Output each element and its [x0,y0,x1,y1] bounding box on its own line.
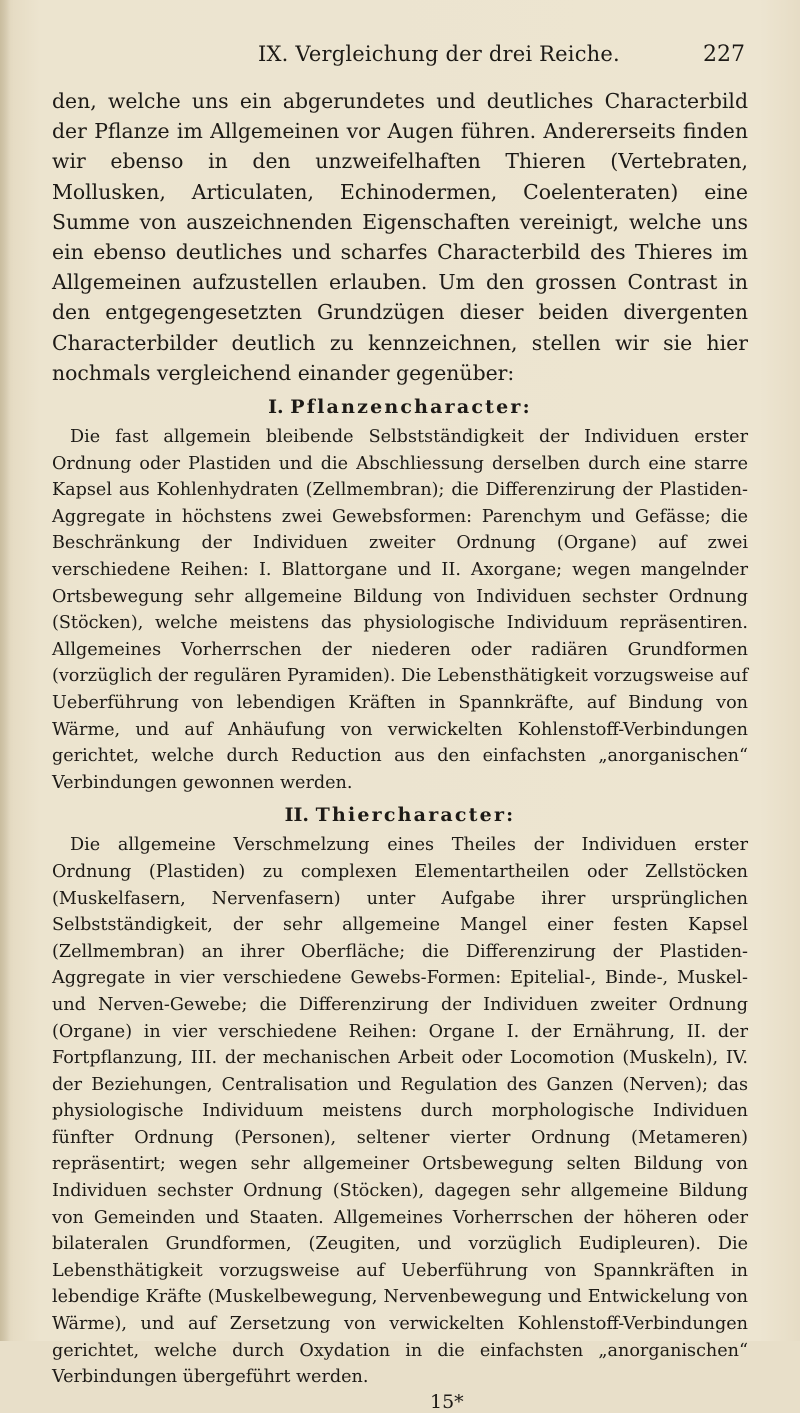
section-heading [52,394,748,420]
section-numeral: II. [284,804,309,827]
section-plant-character [52,394,748,796]
section-heading [52,802,748,828]
page-header [0,42,800,72]
section-title: Pflanzencharacter: [290,396,532,419]
running-head: IX. Vergleichung der drei Reiche. [258,42,620,66]
section-animal-character [52,802,748,1390]
section-body: Die fast allgemein bleibende Selbstständigkeit der Individuen erster Ordnung oder Plastiden und die Abschliessung derselben durch eine starre Kapsel aus Kohlenhydraten (Zellmembran); die Differenzirung der Plastiden-Aggregate in höchstens zwei Gewebsformen: Parenchym und Gefässe; die Beschränkung der Individuen zweiter Ordnung (Organe) auf zwei verschiedene Reihen: I. Blattorgane und II. Axorgane; wegen mangelnder Ortsbewegung sehr allgemeine Bildung von Individuen sechster Ordnung (Stöcken), welche meistens das physiologische Individuum repräsentiren. Allgemeines Vorherrschen der niederen oder radiären Grundformen (vorzüglich der regulären Pyramiden). Die Lebensthätigkeit vorzugsweise auf Ueberführung von lebendigen Kräften in Spannkräfte, auf Bindung von Wärme, und auf Anhäufung von verwickelten Kohlenstoff-Verbindungen gerichtet, welche durch Reduction aus den einfachsten „anorganischen“ Verbindungen gewonnen werden. [52,427,748,793]
signature-mark: 15* [430,1390,464,1413]
page-binding-shadow [0,0,10,1341]
page-content [52,86,748,1413]
section-title: Thiercharacter: [315,804,516,827]
intro-paragraph: den, welche uns ein abgerundetes und deutliches Characterbild der Pflanze im Allgemeinen vor Augen führen. Andererseits finden wir ebenso in den unzweifelhaften Thieren (Vertebraten, Mollusken, Articulaten, Echinodermen, Coelenteraten) eine Summe von auszeichnenden Eigenschaften vereinigt, welche uns ein ebenso deutliches und scharfes Characterbild des Thieres im Allgemeinen aufzustellen erlauben. Um den grossen Contrast in den entgegengesetzten Grundzügen dieser beiden divergenten Characterbilder deutlich zu kennzeichnen, stellen wir sie hier nochmals vergleichend einander gegenüber: [52,89,748,385]
page-number: 227 [703,42,745,67]
section-numeral: I. [268,396,284,419]
section-body: Die allgemeine Verschmelzung eines Theiles der Individuen erster Ordnung (Plastiden) zu complexen Elementartheilen oder Zellstöcken (Muskelfasern, Nervenfasern) unter Aufgabe ihrer ursprünglichen Selbstständigkeit, der sehr allgemeine Mangel einer festen Kapsel (Zellmembran) an ihrer Oberfläche; die Differenzirung der Plastiden-Aggregate in vier verschiedene Gewebs-Formen: Epitelial-, Binde-, Muskel- und Nerven-Gewebe; die Differenzirung der Individuen zweiter Ordnung (Organe) in vier verschiedene Reihen: Organe I. der Ernährung, II. der Fortpflanzung, III. der mechanischen Arbeit oder Locomotion (Muskeln), IV. der Beziehungen, Centralisation und Regulation des Ganzen (Nerven); das physiologische Individuum meistens durch morphologische Individuen fünfter Ordnung (Personen), seltener vierter Ordnung (Metameren) repräsentirt; wegen sehr allgemeiner Ortsbewegung selten Bildung von Individuen sechster Ordnung (Stöcken), dagegen sehr allgemeine Bildung von Gemeinden und Staaten. Allgemeines Vorherrschen der höheren oder bilateralen Grundformen, (Zeugiten, und vorzüglich Eudipleuren). Die Lebensthätigkeit vorzugsweise auf Ueberführung von Spannkräften in lebendige Kräfte (Muskelbewegung, Nervenbewegung und Entwickelung von Wärme), und auf Zersetzung von verwickelten Kohlenstoff-Verbindungen gerichtet, welche durch Oxydation in die einfachsten „anorganischen“ Verbindungen übergeführt werden. [52,835,748,1388]
